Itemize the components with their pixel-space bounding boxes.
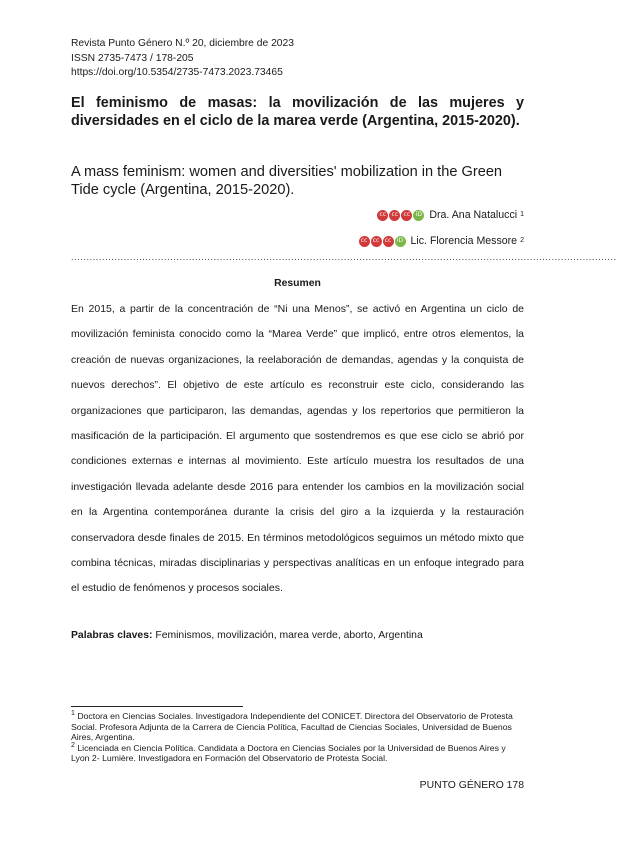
doi-link[interactable]: https://doi.org/10.5354/2735-7473.2023.73465 [71, 67, 283, 78]
orcid-icon[interactable]: iD [413, 210, 424, 221]
footnote-text: Doctora en Ciencias Sociales. Investigadora Independiente del CONICET. Directora del Observatorio de Protesta Social. Profesora Adjunta de la Carrera de Ciencia Política, Facultad de Ciencias Sociales, Universidad de Buenos Aires, Argentina. [71, 711, 513, 743]
cc-icon: cc [359, 236, 370, 247]
abstract-text: En 2015, a partir de la concentración de “Ni una Menos”, se activó en Argentina un ciclo de movilización feminista conocido como la “Marea Verde” que implicó, entre otros elementos, la creación de nuevas organizaciones, la reelaboración de demandas, agendas y la conquista de nuevos derechos”. El objetivo de este artículo es reconstruir este ciclo, considerando las organizaciones que participaron, las demandas, agendas y los repertorios que permitieron la masificación de la participación. El argumento que sostendremos es que ese ciclo se abrió por condiciones externas e internas al movimiento. Este artículo muestra los resultados de una investigación llevada adelante desde 2016 para entender los cambios en la movilización social en la Argentina contemporánea durante la crisis del giro a la izquierda y la restauración conservadora desde finales de 2015. En términos metodológicos seguimos un método mixto que combina técnicas, miradas disciplinarias y perspectivas analíticas en un enfoque integrado para el estudio de fenómenos y procesos sociales. [71, 303, 524, 595]
footnote-number: 1 [71, 710, 75, 718]
footnote-1 [71, 711, 524, 743]
cc-by-icon: cc [371, 236, 382, 247]
footnote-2 [71, 743, 524, 764]
abstract-heading: Resumen [274, 278, 321, 289]
footnote-rule [71, 706, 243, 707]
page-footer: PUNTO GÉNERO 178 [419, 780, 524, 791]
journal-name: Revista Punto Género N.º 20, diciembre de 2023 [71, 38, 294, 49]
issn: ISSN 2735-7473 / 178-205 [71, 52, 194, 64]
article-title-spanish: El feminismo de masas: la movilización de las mujeres y diversidades en el ciclo de la marea verde (Argentina, 2015-2020). [71, 95, 524, 129]
author-name: Dra. Ana Natalucci [429, 209, 518, 221]
cc-icon: cc [377, 210, 388, 221]
license-icons[interactable] [377, 210, 424, 221]
dotted-separator: ................................................................................................................................................................................ [71, 252, 617, 262]
license-icons[interactable] [359, 236, 406, 247]
author-1: cc cc cc iD Dra. Ana Natalucci 1 [377, 209, 524, 221]
orcid-icon[interactable]: iD [395, 236, 406, 247]
keywords-text: Feminismos, movilización, marea verde, aborto, Argentina [155, 630, 423, 641]
cc-by-icon: cc [389, 210, 400, 221]
keywords [71, 630, 524, 641]
cc-nc-icon: cc [401, 210, 412, 221]
footnotes [71, 711, 524, 764]
footnote-text: Licenciada en Ciencia Política. Candidata a Doctora en Ciencias Sociales por la Universidad de Buenos Aires y Lyon 2- Lumière. Investigadora en Formación del Observatorio de Protesta Social. [71, 742, 506, 764]
author-2: cc cc cc iD Lic. Florencia Messore 2 [359, 235, 524, 247]
footnote-number: 2 [71, 741, 75, 749]
journal-header [71, 37, 294, 81]
author-name: Lic. Florencia Messore [410, 235, 518, 247]
keywords-label: Palabras claves: [71, 630, 153, 641]
article-title-english: A mass feminism: women and diversities' mobilization in the Green Tide cycle (Argentina, 2015-2020). [71, 164, 503, 198]
cc-nc-icon: cc [383, 236, 394, 247]
